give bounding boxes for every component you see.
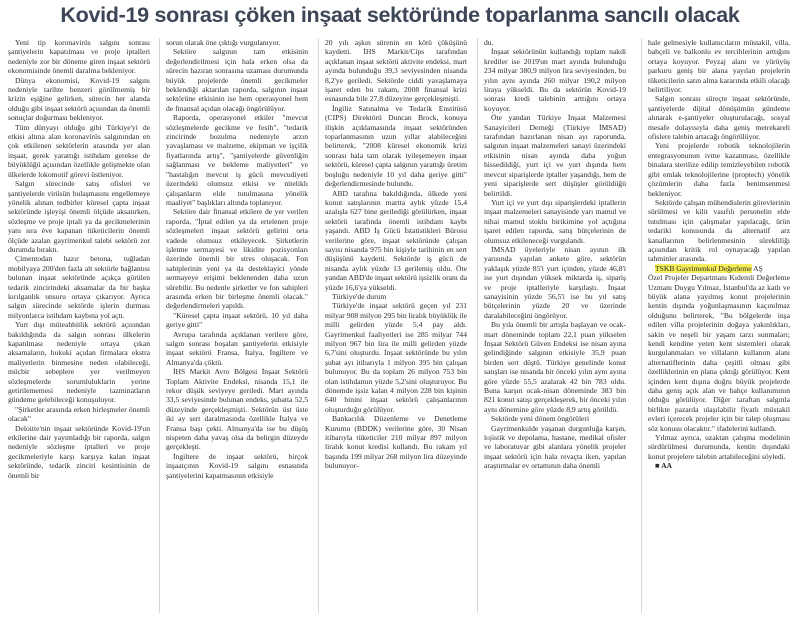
paragraph: Salgın sonrası süreçte inşaat sektöründe, şantiyelerde dijital dönüşümün gündeme alınarak e-şantiyeler oluşturulacağı, sosyal mesafe dolayısıyla daha geniş metrekareli ofislere talebin artacağı öngörülüyor. <box>648 94 790 142</box>
paragraph: du. <box>484 38 494 47</box>
paragraph: İMSAD üyeleriyle nisan ayının ilk yarısında yapılan ankete göre, sektörün yaklaşık yüzde 85'i yurt içinden, yüzde 46,8'i ise yurt dışından yüksek miktarda iş, sipariş ve proje iptalleriyle karşılaştı. İnşaat sanayisinin yüzde 56,5'i ise bu yıl satış bütçelerinin yüzde 20 ve üzerinde daralabileceğini öngörüyor. <box>484 244 626 320</box>
paragraph: sorun olarak öne çıktığı vurgulanıyor. <box>166 38 281 47</box>
agency-signoff: ■ AA <box>655 461 673 471</box>
highlight-tail: AŞ <box>751 263 763 273</box>
paragraph: Çimentodan hazır betona, tuğladan mobilyaya 200'den fazla alt sektörle bağlantısı bulunan inşaat sektöründe açıkça görülen tedarik zincirindeki aksamalar da bir başka kırılganlık unsuru ortaya çıkarıyor. Ayrıca salgın sürecinde sektörde işlerin durması milyonlarca istihdam kaybına yol açtı. <box>8 254 150 320</box>
paragraph: Türkiye'de inşaat sektörü geçen yıl 231 milyar 908 milyon 295 bin liralık büyüklük ile milli gelirden yüzde 5,4 pay aldı. Gayrimenkul faaliyetleri ise 285 milyar 744 milyon 967 bin lira ile milli gelirden yüzde 6,7'sini oluşturdu. İnşaat sektöründe bu yılın şubat ayı itibarıyla 1 milyon 395 bin çalışan bulunuyor. Bu da toplam 26 milyon 753 bin olan istihdamın yüzde 5,2'sini oluşturuyor. Bu dönemde işsiz kalan 4 milyon 228 bin kişinin 640 binini inşaat sektörü çalışanlarının oluşturduğu görülüyor. <box>325 301 467 414</box>
subheading: Sektörde yeni dönem öngörüleri <box>491 414 590 424</box>
paragraph: Raporda, operasyonel etkiler "mevcut sözleşmelerde gecikme ve fesih", "tedarik zincirinde bozulma nedeniyle arzın yavaşlaması ve malzeme, ekipman ve işçilik fiyatlarında artış", "şantiyelerde güvenliğin sağlanması ve bekleme maliyetleri" ve "hastalığın mevcut iş gücü mevcudiyeti üzerindeki olumsuz etkisi ve niteliklı çalışanların elde tutulmasına yönelik maaliyet" başlıkları altında toplanıyor. <box>166 113 308 207</box>
column-rule <box>159 38 160 613</box>
article-column-1 <box>8 38 150 610</box>
paragraph: Deloitte'nin inşaat sektöründe Kovid-19'un etkilerine dair yayımladığı bir raporda, salgın nedeniyle sözleşme iptalleri ve proje gecikmeleriyle karşı karşıya kalan inşaat sektöründe, tedarik zinciri kesintisinin de önemli bir <box>8 423 150 480</box>
headline: Kovid-19 sonrası çöken inşaat sektöründe toparlanma sancılı olacak <box>60 3 740 27</box>
paragraph: Öte yandan Türkiye İnşaat Malzemesi Sanayicileri Derneği (Türkiye İMSAD) tarafından hazırlanan nisan ayı raporunda, salgının inşaat malzemeleri sanayi üzerindeki etkisinin nisan ayında daha yoğun hissedildiği, yurt içi ve yurt dışında hem mevcut siparişlerde iptaller yaşandığı, hem de yeni siparişlerde sert düşüşler görüldüğü belirtildi. <box>484 113 626 198</box>
paragraph: İngiliz Satınalma ve Tedarik Enstitüsü (CIPS) Direktörü Duncan Brock, konuya ilişkin açıklamasında inşaat sektöründen toparlanmasının uzun yıllar alabileceğini belirterek, "2008 küresel ekonomik krizi sonrası hala tam olarak iyileşemeyen inşaat sektörü, küresel çapta salgının yarattığı üretim boşluğu nedeniyle 10 yıl daha geriye gitti" değerlendirmesinde bulundu. <box>325 103 467 189</box>
paragraph: Tüm dünyayı olduğu gibi Türkiye'yi de etkisi altına alan koronavirüs salgınından en çok etkilenen sektörlerin arasında yer alan inşaat, gerek yarattığı istihdam gerekse de büyüklüğü açısından özellikle gelişmekte olan ülkelerde lokomotif görevi üstleniyor. <box>8 122 150 179</box>
paragraph: 20 yılı aşkın sürenin en kötü çöküşünü kaydetti. İHS Markit/Cips tarafından açıklanan inşaat sektörü aktivite endeksi, mart ayında bulunduğu 39,3 seviyesinden nisanda 8,2'ye geriledi. Sektörde ciddi yavaşlamaya işaret eden bu rakam, 2008 finansal krizi esnasında bile 27,8 düzeyine gerçekleşmişti. <box>325 38 467 104</box>
paragraph: hale gelmesiyle kullanıcıların müstakil, villa, bahçeli ve balkonlu ev tercihlerinin arttığını ortaya koyuyor. Peyzaj alanı ve yürüyüş parkuru geniş bir alana yayılan projelerin tüketicilerin satın alma kararında etkili olacağı belirtiliyor. <box>648 38 790 95</box>
paragraph: İngiltere de inşaat sektörü, birçok inşaatçının Kovid-19 salgını esnasında şantiyelerini kapatmasının etkisiyle <box>166 451 308 480</box>
article-column-3 <box>325 38 467 610</box>
paragraph: Yurt dışı müteahhitlik sektörü açısından bakıldığında da salgın sonrası ülkelerin kapatılması nedeniyle ortaya çıkan aksamaların, hukuki açıdan firmalara ekstra maliyetlerin binmesine neden olabileceği, mücbir sebeplere yer verilmeyen sözleşmelerde sorumluluklarin yerine getirilememesi nedeniyle tazminatların gündeme gelebileceği konuşuluyor. <box>8 320 150 405</box>
article-column-5 <box>648 38 790 610</box>
paragraph: Salgın sürecinde satış ofisleri ve şantiyelerde virüsün bulaşmasını engellemeye yönelik alınan tedbirler küresel çapta inşaat sektöründe işleyişi önemli ölçüde aksatırken, sözleşme ve proje iptali ya da gecikmelerinin yanı sıra ève kapanan tüketicilerin önemli ölçüde azalan gayrimenkul talebi sektörü zor durumda bıraktı. <box>8 179 150 254</box>
article-column-2 <box>166 38 308 610</box>
paragraph: İnşaat sektörünün kullandığı toplam nakdi krediler ise 2019'un mart ayında bulunduğu 234 milyar 380,9 milyon lira seviyesinden, bu yılın aynı ayında 260 milyar 190,2 milyon liraya yükseldi. Bu da sektörün Kovid-19 sonrası kredi talebinin arttığını ortaya koyuyor. <box>484 47 626 113</box>
paragraph: Yurt içi ve yurt dışı siparişlerdeki iptallerin inşaat malzemeleri sanayisinde yarı mamul ve nihai mamul stoklu birikimine yol açtığına işaret edilen raporda, satış bütçelerinin de olumsuz etkileneceği vurgulandı. <box>484 197 626 245</box>
subheading: Türkiye'de durum <box>332 291 387 301</box>
paragraph: Dünya ekonomisi, Kovid-19 salgını nedeniyle tarihte benzeri görülmemiş bir krizin eşiğine gelirken, sürecin her alanda olduğu gibi inşaat sektörü açısından da önemli sonuçlar doğurması bekleniyor. <box>8 75 150 123</box>
column-rule <box>318 38 319 613</box>
subheading: "Şirketler arasında erken birleşmeler önemli olacak" <box>8 404 150 424</box>
highlighted-source <box>648 264 790 273</box>
paragraph: Sektöre dair finansal etkilere de yer verilen raporda, "İptal edilen ya da ertelenen proje sözleşmeleri inşaat sektörü gelirini orta vadede olumsuz etkileyecek. Şirketlerin işletme sermayesi ve likidite pozisyonları üzerinde önemli bir stres oluşacak. Fon sahiplerinin yeni ya da desteklayici yönde sermayeye erişimi beklenenden daha uzun sürebilir. Bu nedenle şirketler ve fon sahipleri arasında erken bir birleşme önemli olacak." değerlendirmeleri yapıldı. <box>166 207 308 311</box>
paragraph: Yeni projelerde robotik teknolojilerin entegrasyonunun ivme kazanması, özellikle binalara sterilize edilip temizleyebilen robotik gibi emlak teknolojilerine (proptech) yönelik çözümlerin daha fazla benimsenmesi bekleniyor. <box>648 141 790 198</box>
paragraph: Sektörde çalışan mühendislerin görevlerinin sürülmesi ve kilit vasıfılı personelin elde tutulması için çalışmalar yapılacağı, ürün tedariki konusunda da alternatif arz kanallarının belirlenmesinin sürekliliğı açısından kritik rol oynayacağı yapılan tahminler arasında. <box>648 197 790 264</box>
column-rule <box>477 38 478 613</box>
column-rule <box>641 38 642 613</box>
paragraph: Özel Projeler Departmanı Kıdemli Değerleme Uzmanı Duygu Yılmaz, İstanbul'da az katlı ve büyük alana yayılmış konut projelerinin kentin dışında yoğunlaşmasının kaçınılmaz olduğunu belirterek, "Bu bölgelerde inşa edilen villa projelerinin doğaya yakınlıkları, sakin ve neşeli bir yaşam tarzı sunmaları; kendi kendine yeten kent sistemleri olarak kurgulanmaları ve villaların kullanım alanı alternatiflerinin daha çeşitli olması gibi özelliklerinin en plana çıktığı görülüyor. Kent içinden kent dışına doğru büyük projelerde daha geniş açık alan ve bahçe kullanımının olduğu görülüyor. Diğer taraftan salgınla birlikte pazarda ulaşılabilir fiyatlı müstakil evleri içerecek projeler için bir talep oluşması söz konusu olacaktır." ifadelerini kullandı. <box>648 273 790 433</box>
paragraph: Gayrimenkulde yaşanan durgunluğa karşın, lojistik ve depolama, hastane, medikal ofisler ve laboratuvar gibi alanlara yönelik projeler inşaat sektörü için hala revaçta iken, yapılan araştırmalar ev ortamının daha önemli <box>484 423 626 471</box>
paragraph: Yeni tip koronavirüs salgını sonrası şantiyelerin kapatılması ve proje iptalleri nedeniyle zor bir döneme giren inşaat sektörü ekonomisinde önemli daralma bekleniyor. <box>8 38 150 76</box>
paragraph: Bu yıla önemli bir artışla başlayan ve ocak-mart döneminde toplam 22,1 puan yükselen İnşaat Sektörü Güven Endeksi ise nisan ayına gelindiğinde salgının etkisiyle 35,9 puan birden sert düştü. Türkiye genelinde konut satışları ise nisanda bir önceki yılın aynı ayına göre yüzde 55,5 azalarak 42 bin 783 oldu. Buna karşın ocak-nisan döneminde 383 bin 821 konut satışı gerçekleşerek, bir önceki yılın aynı dönemine göre yüzde 8,9 artış görüldü. <box>484 320 626 414</box>
paragraph: İHS Markit Avro Bölgesi İnşaat Sektörü Toplam Aktivite Endeksi, nisanda 15,1 ile rekor düşük seviyeye geriledi. Mart ayında 33,5 seviyesinde bulunan endeks, şubatta 52,5 düzeyinde gerçekleşmişti. Sektörün üst üste iki ay sert daralmasında özellikle İtalya ve Fransa başı çekti. Almanya'da ise bu düşüş nispeten daha yavaş olsa da belirgin düzeyde gerçekleşti. <box>166 367 308 452</box>
paragraph: ABD tarafına bakıldığında, ülkede yeni konut satışlarının martta aylık yüzde 15,4 azalışla 627 bine gerilediği görülürken, inşaat sektörü tarafında önemli istihdam kaybı yaşandı. ABD İş Gücü İstatistikleri Bürosu verilerine göre, inşaat sektöründe çalışan sayısı nisanda 975 bin kişiyle tarihinin en sert düşüşünü kaydetti. Sektörde iş gücü de nisanda aylık yüzde 13 gerilemiş oldu. Öte yandan ABD'de inşaat sektörü işsizlik oranı da yüzde 16,6'ya yükseldi. <box>325 188 467 292</box>
subheading: "Küresel çapta inşaat sektörü, 10 yıl daha geriye gitti" <box>166 310 308 330</box>
paragraph: Sektöre salgının tam etkisinin değerlendirilmesi için hala erken olsa da sürecin hazıran sonrasına uzaması durumunda büyük projelerde önemli gecikmeler beklendiği aktarılan raporda, salgının inşaat sektörüne etkisinin ise hem operasyonel hem de finansal açıdan olacağı öngörülüyor. <box>166 47 308 113</box>
paragraph: Yılmaz ayrıca, uzaktan çalışma modelinin sürdürülmesi durumunda, kentin dışındaki konut projelere talebin artabileceğini söyledi. <box>648 433 790 461</box>
article-column-4 <box>484 38 626 610</box>
paragraph: Bankacılık Düzenleme ve Denetleme Kurumu (BDDK) verilerine göre, 30 Nisan itibarıyla tüketiciler 210 milyar 897 milyon liralık konut kredisi kullandı. Bu rakam yıl başında 199 milyar 268 milyon lira düzeyinde bulunuyor- <box>325 414 467 471</box>
highlight-mark: TSKB Gayrimenkul Değerleme <box>655 263 752 273</box>
paragraph: Avrupa tarafında açıklanan verilere göre, salgın sonrası boşalan şantiyelerin etkisiyle inşaat sektörü Fransa, İtalya, İngiltere ve Almanya'da çöktü. <box>166 329 308 367</box>
